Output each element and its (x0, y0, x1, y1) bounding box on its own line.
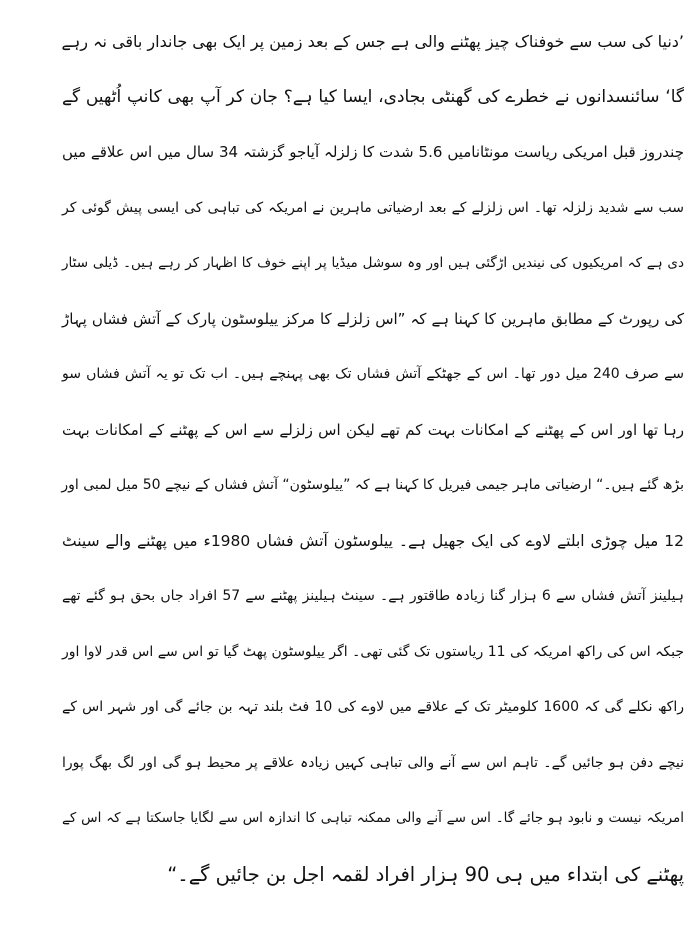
text-line: جبکہ اس کی راکھ امریکہ کی 11 ریاستوں تک گئی تھی۔ اگر ییلوسٹون پھٹ گیا تو اس سے اس قدر لاوا اور (62, 643, 684, 660)
text-line: 12 میل چوڑی ابلتے لاوے کی ایک جھیل ہے۔ ییلوسٹون آتش فشاں 1980ء میں پھٹنے والے سینٹ (62, 531, 684, 550)
text-line: سب سے شدید زلزلہ تھا۔ اس زلزلے کے بعد ارضیاتی ماہرین نے امریکہ کی تباہی کی ایسی پیش گوئی کر (62, 199, 684, 216)
text-line: نیچے دفن ہو جائیں گے۔ تاہم اس سے آنے والی تباہی کہیں زیادہ علاقے پر محیط ہو گی اور لگ بھگ پورا (62, 754, 684, 771)
text-line: راکھ نکلے گی کہ 1600 کلومیٹر تک کے علاقے میں لاوے کی 10 فٹ بلند تہہ بن جائے گی اور شہر اس کے (62, 699, 684, 715)
text-line: سے صرف 240 میل دور تھا۔ اس کے جھٹکے آتش فشاں تک بھی پہنچے ہیں۔ اب تک تو یہ آتش فشاں سو (62, 366, 684, 382)
text-line: ’دنیا کی سب سے خوفناک چیز پھٹنے والی ہے جس کے بعد زمین پر ایک بھی جاندار باقی نہ رہے (61, 32, 684, 51)
text-line: گا‘ سائنسدانوں نے خطرے کی گھنٹی بجادی، ایسا کیا ہے؟ جان کر آپ بھی کانپ اُٹھیں گے (62, 86, 684, 107)
text-line: رہا تھا اور اس کے پھٹنے کے امکانات بہت کم تھے لیکن اس زلزلے سے اس کے پھٹنے کے امکانات بہت (62, 420, 684, 439)
text-line: بڑھ گئے ہیں۔“ ارضیاتی ماہر جیمی فیریل کا کہنا ہے کہ ”ییلوسٹون“ آتش فشاں کے نیچے 50 میل لمبی اور (61, 477, 684, 493)
text-line: ہیلینز آتش فشاں سے 6 ہزار گنا زیادہ طاقتور ہے۔ سینٹ ہیلینز پھٹنے سے 57 افراد جاں بحق ہو گئے تھے (62, 588, 684, 604)
text-line: دی ہے کہ امریکیوں کی نیندیں اڑگئی ہیں اور وہ سوشل میڈیا پر اپنے خوف کا اظہار کر رہے ہیں۔ ڈیلی سٹار (62, 255, 684, 271)
text-line: چندروز قبل امریکی ریاست مونٹانامیں 5.6 شدت کا زلزلہ آیاجو گزشتہ 34 سال میں اس علاقے میں (62, 143, 684, 161)
article-body (62, 14, 684, 902)
text-line: امریکہ نیست و نابود ہو جائے گا۔ اس سے آنے والی ممکنہ تباہی کا اندازہ اس سے لگایا جاسکتا ہے کہ اس کے (62, 810, 684, 826)
text-line-last: پھٹنے کی ابتداء میں ہی 90 ہزار افراد لقمہ اجل بن جائیں گے۔“ (167, 862, 684, 886)
text-line: کی رپورٹ کے مطابق ماہرین کا کہنا ہے کہ ”اس زلزلے کا مرکز ییلوسٹون پارک کے آتش فشاں پہاڑ (62, 309, 684, 328)
